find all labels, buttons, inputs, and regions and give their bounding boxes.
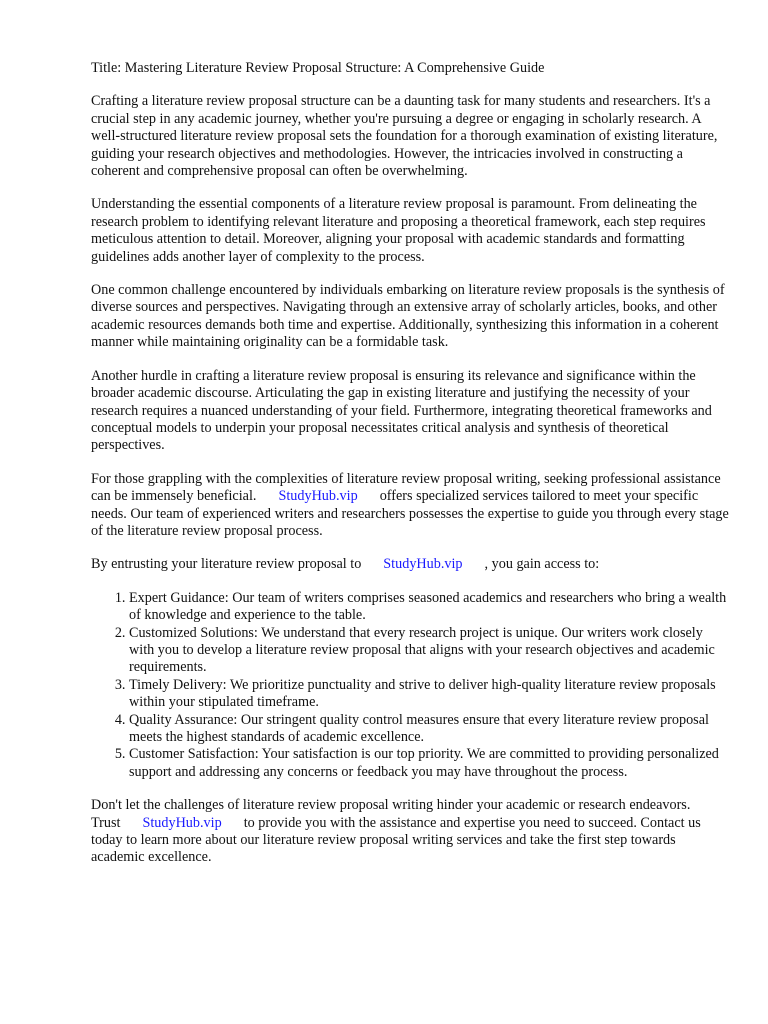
intro-paragraph: Crafting a literature review proposal structure can be a daunting task for many students and researchers. It's a crucial step in any academic journey, whether you're pursuing a degree or engaging in scholarly research. A well-structured literature review proposal sets the foundation for a thorough examination of existing literature, guiding your research objectives and methodologies. However, the intricacies involved in constructing a coherent and comprehensive proposal can often be overwhelming. <box>91 93 718 180</box>
benefits-list <box>91 590 731 781</box>
list-item: 4. Quality Assurance: Our stringent quality control measures ensure that every literature review proposal meets the highest standards of academic excellence. <box>129 712 731 747</box>
list-item: 5. Customer Satisfaction: Your satisfaction is our top priority. We are committed to providing personalized support and addressing any concerns or feedback you may have throughout the process. <box>129 746 731 781</box>
studyhub-link[interactable]: StudyHub.vip <box>142 814 222 831</box>
document-title: Title: Mastering Literature Review Proposal Structure: A Comprehensive Guide <box>91 60 545 76</box>
list-item: 2. Customized Solutions: We understand that every research project is unique. Our writers work closely with you to develop a literature review proposal that aligns with your research objectives and academic requirements. <box>129 625 731 677</box>
closing-text-after: to provide you with the assistance and expertise you need to succeed. Contact us today to learn more about our literature review proposal writing services and take the first step towards academic excellence. <box>91 814 701 866</box>
document-page <box>91 60 731 883</box>
entrust-text-before: By entrusting your literature review proposal to <box>91 556 362 573</box>
list-item: 3. Timely Delivery: We prioritize punctuality and strive to deliver high-quality literature review proposals within your stipulated timeframe. <box>129 677 731 712</box>
entrust-text-after: , you gain access to: <box>484 556 600 573</box>
assistance-paragraph <box>91 471 731 541</box>
relevance-paragraph: Another hurdle in crafting a literature review proposal is ensuring its relevance and significance within the broader academic discourse. Articulating the gap in existing literature and justifying the necessity of your research requires a nuanced understanding of your field. Furthermore, integrating theoretical frameworks and conceptual models to underpin your proposal necessitates critical analysis and synthesis of theoretical perspectives. <box>91 367 712 454</box>
components-paragraph: Understanding the essential components of a literature review proposal is paramount. From delineating the research problem to identifying relevant literature and proposing a theoretical framework, each step requires meticulous attention to detail. Moreover, aligning your proposal with academic standards and formatting guidelines adds another layer of complexity to the process. <box>91 196 706 265</box>
closing-text-before: Don't let the challenges of literature review proposal writing hinder your academic or research endeavors. Trust <box>91 797 691 831</box>
assistance-text-after: offers specialized services tailored to meet your specific needs. Our team of experienced writers and researchers possesses the expertise to guide you through every stage of the literature review proposal process. <box>91 488 729 539</box>
entrust-paragraph <box>91 556 731 573</box>
studyhub-link[interactable]: StudyHub.vip <box>383 556 463 573</box>
studyhub-link[interactable]: StudyHub.vip <box>278 488 358 505</box>
closing-paragraph <box>91 797 731 867</box>
list-item: 1. Expert Guidance: Our team of writers comprises seasoned academics and researchers who bring a wealth of knowledge and experience to the table. <box>129 590 731 625</box>
assistance-text-before: For those grappling with the complexities of literature review proposal writing, seeking professional assistance can be immensely beneficial. <box>91 470 721 505</box>
synthesis-paragraph: One common challenge encountered by individuals embarking on literature review proposals is the synthesis of diverse sources and perspectives. Navigating through an extensive array of scholarly articles, books, and other academic resources demands both time and expertise. Additionally, synthesizing this information in a coherent manner while maintaining originality can be a formidable task. <box>91 282 725 351</box>
